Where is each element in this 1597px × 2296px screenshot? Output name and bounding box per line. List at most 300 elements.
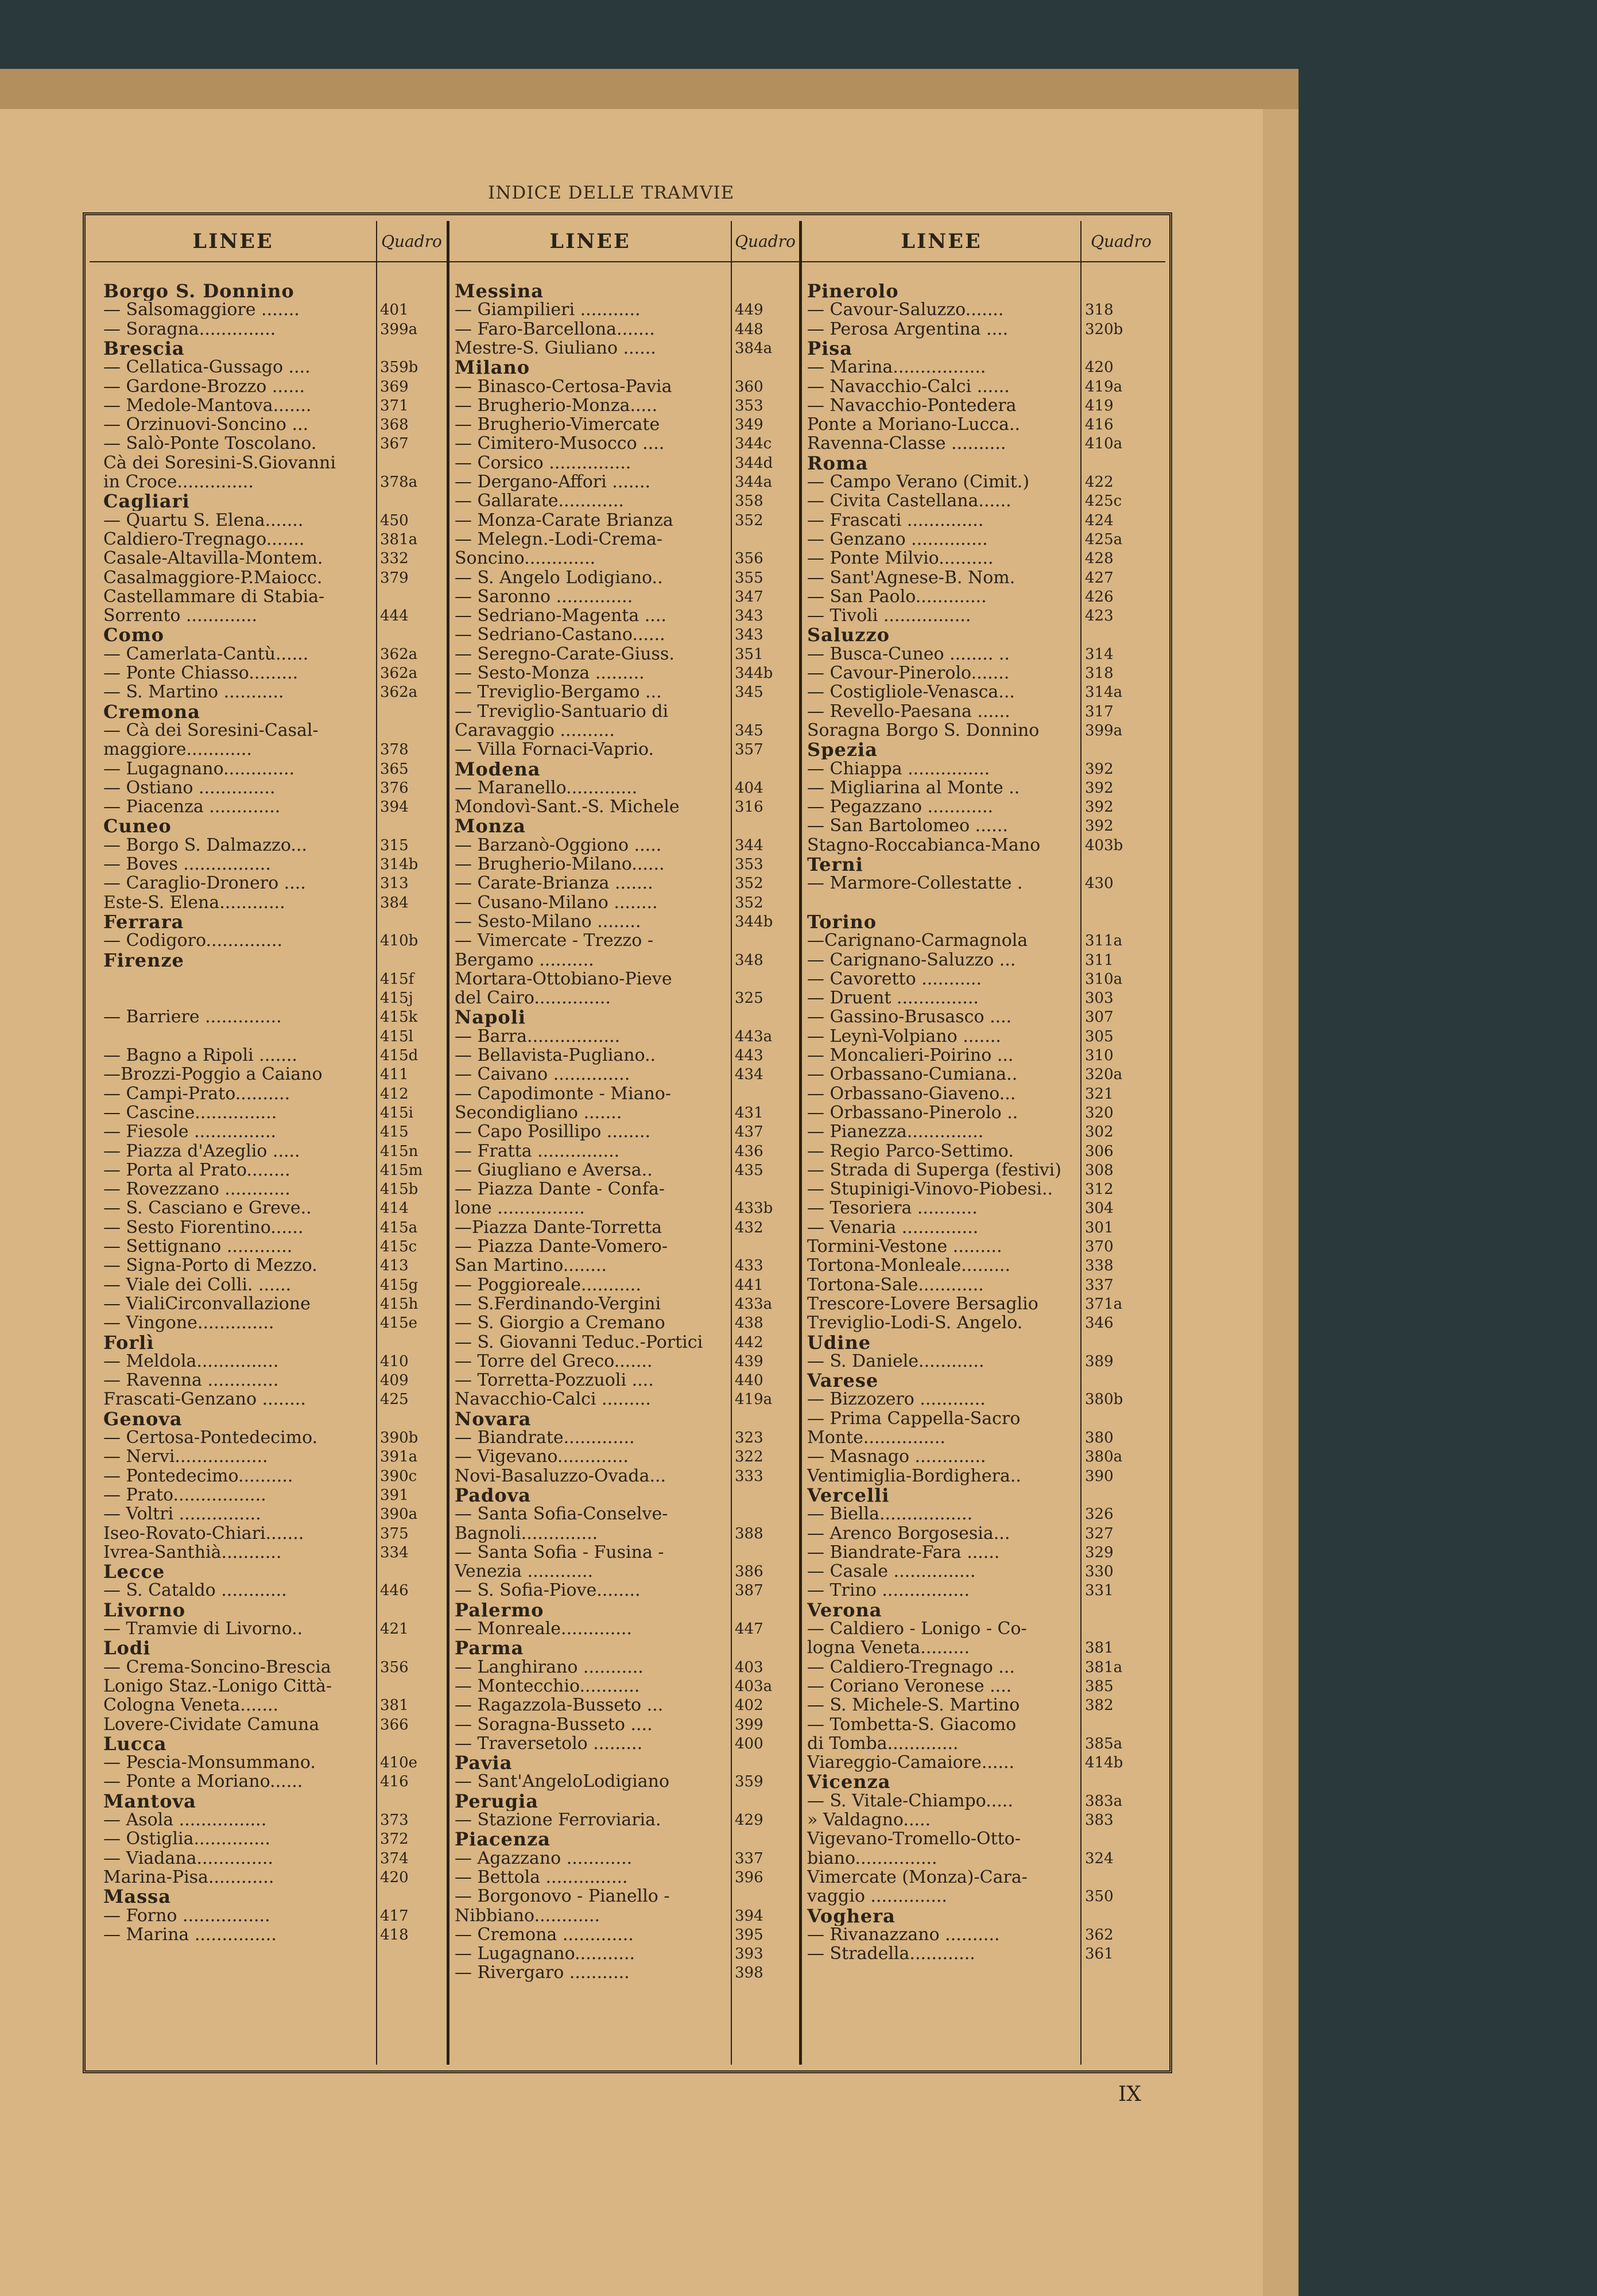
- city-heading: Spezia: [807, 740, 878, 760]
- quadro-number: 412: [380, 1085, 409, 1103]
- line-entry: — Salsomaggiore .......: [103, 300, 300, 320]
- line-entry: — Bellavista-Pugliano..: [455, 1046, 656, 1065]
- quadro-number: 415l: [380, 1027, 413, 1045]
- line-entry: — Genzano ..............: [807, 529, 988, 549]
- header-rule: [90, 261, 1165, 262]
- quadro-number: 420: [1085, 359, 1114, 377]
- line-entry: — S. Cataldo ............: [103, 1581, 287, 1601]
- line-entry: — Casale ...............: [807, 1562, 976, 1582]
- line-entry: — Certosa-Pontedecimo.: [103, 1428, 318, 1448]
- quadro-number: 371: [380, 397, 409, 414]
- line-entry: Casalmaggiore-P.Maiocc.: [103, 568, 323, 588]
- quadro-number: 372: [380, 1830, 409, 1848]
- line-entry: — Sedriano-Magenta ....: [455, 606, 666, 626]
- city-heading: Modena: [455, 759, 541, 779]
- line-entry: — Perosa Argentina ....: [807, 319, 1009, 339]
- quadro-number: 318: [1085, 301, 1114, 319]
- line-entry: — Faro-Barcellona.......: [455, 319, 655, 339]
- quadro-number: 425: [380, 1391, 409, 1409]
- quadro-number: 415i: [380, 1104, 413, 1122]
- line-entry: — Quartu S. Elena.......: [103, 510, 304, 530]
- quadro-number: 312: [1085, 1181, 1114, 1199]
- line-entry: — Langhirano ...........: [455, 1657, 644, 1677]
- line-entry: Castellammare di Stabia-: [103, 587, 325, 607]
- line-entry: — Leynì-Volpiano .......: [807, 1026, 1001, 1046]
- line-entry: biano...............: [807, 1848, 937, 1868]
- line-entry: — Barra.................: [455, 1026, 621, 1046]
- line-entry: logna Veneta.........: [807, 1638, 970, 1658]
- line-entry: — Prima Cappella-Sacro: [807, 1409, 1021, 1429]
- line-entry: Mondovì-Sant.-S. Michele: [455, 797, 680, 817]
- quadro-number: 327: [1085, 1525, 1114, 1542]
- line-entry: Mortara-Ottobiano-Pieve: [455, 969, 672, 989]
- quadro-number: 380a: [1085, 1448, 1123, 1466]
- city-heading: Piacenza: [455, 1829, 551, 1849]
- quadro-number: 415e: [380, 1314, 418, 1332]
- quadro-number: 303: [1085, 990, 1114, 1007]
- quadro-number: 343: [735, 607, 763, 625]
- line-entry: — Stradella............: [807, 1944, 975, 1964]
- city-heading: Vercelli: [807, 1485, 890, 1505]
- line-entry: — S. Sofia-Piove........: [455, 1581, 641, 1601]
- quadro-number: 415: [380, 1123, 409, 1141]
- quadro-number: 324: [1085, 1849, 1114, 1867]
- line-entry: — Gassino-Brusasco ....: [807, 1007, 1012, 1027]
- city-heading: Ferrara: [103, 912, 184, 932]
- line-entry: — Campo Verano (Cimit.): [807, 472, 1030, 492]
- quadro-number: 380b: [1085, 1391, 1123, 1409]
- quadro-number: 414: [380, 1200, 409, 1217]
- line-entry: — Ravenna .............: [103, 1371, 279, 1391]
- line-entry: — Coriano Veronese ....: [807, 1676, 1012, 1696]
- quadro-number: 388: [735, 1525, 763, 1542]
- line-entry: — Carate-Brianza .......: [455, 874, 653, 894]
- quadro-number: 398: [735, 1964, 763, 1982]
- quadro-number: 438: [735, 1314, 763, 1332]
- city-heading: Parma: [455, 1638, 524, 1658]
- quadro-number: 383: [1085, 1812, 1114, 1829]
- quadro-number: 415m: [380, 1161, 423, 1179]
- city-heading: Borgo S. Donnino: [103, 281, 294, 301]
- line-entry: — Vigevano.............: [455, 1447, 629, 1467]
- quadro-number: 380: [1085, 1429, 1114, 1446]
- quadro-number: 383a: [1085, 1792, 1123, 1810]
- page-top-edge: [0, 69, 1298, 109]
- line-entry: — Revello-Paesana ......: [807, 701, 1010, 722]
- quadro-number: 387: [735, 1582, 763, 1600]
- quadro-number: 418: [380, 1926, 409, 1944]
- line-entry: Frascati-Genzano ........: [103, 1390, 306, 1410]
- quadro-number: 337: [1085, 1276, 1114, 1294]
- quadro-number: 427: [1085, 569, 1114, 587]
- line-entry: — Piazza Dante-Vomero-: [455, 1237, 668, 1256]
- quadro-number: 415b: [380, 1181, 418, 1199]
- quadro-number: 415a: [380, 1219, 418, 1236]
- city-heading: Pisa: [807, 338, 852, 358]
- quadro-number: 318: [1085, 665, 1114, 682]
- quadro-number: 430: [1085, 875, 1114, 893]
- line-entry: Viareggio-Camaiore......: [807, 1753, 1015, 1773]
- city-heading: Milano: [455, 358, 530, 378]
- line-entry: » Valdagno.....: [807, 1810, 931, 1830]
- quadro-number: 382: [1085, 1697, 1114, 1715]
- quadro-number: 391: [380, 1486, 409, 1504]
- line-entry: — Strada di Superga (festivi): [807, 1160, 1061, 1180]
- line-entry: — Cellatica-Gussago ....: [103, 358, 311, 378]
- line-entry: — Barriere ..............: [103, 1007, 282, 1027]
- line-entry: — Druent ...............: [807, 988, 979, 1009]
- quadro-number: 448: [735, 320, 763, 338]
- quadro-number: 433: [735, 1257, 763, 1275]
- city-heading: Mantova: [103, 1791, 196, 1811]
- line-entry: — Sant'Agnese-B. Nom.: [807, 568, 1015, 588]
- line-entry: — Treviglio-Santuario di: [455, 701, 669, 722]
- line-entry: — Signa-Porto di Mezzo.: [103, 1256, 317, 1276]
- city-heading: Perugia: [455, 1791, 538, 1811]
- quadro-number: 344b: [735, 665, 773, 682]
- line-entry: — Forno ................: [103, 1906, 270, 1926]
- quadro-number: 310a: [1085, 970, 1123, 988]
- quadro-number: 321: [1085, 1085, 1114, 1103]
- quadro-number: 337: [735, 1849, 763, 1867]
- line-entry: — Santa Sofia-Conselve-: [455, 1504, 668, 1525]
- city-heading: Torino: [807, 912, 877, 932]
- quadro-number: 399: [735, 1716, 763, 1733]
- quadro-number: 395: [735, 1926, 763, 1944]
- quadro-number: 344a: [735, 474, 773, 491]
- line-entry: Trescore-Lovere Bersaglio: [807, 1294, 1038, 1314]
- quadro-number: 344b: [735, 913, 773, 930]
- line-entry: — Piazza d'Azeglio .....: [103, 1141, 300, 1161]
- line-entry: Tormini-Vestone .........: [807, 1237, 1002, 1256]
- quadro-number: 325: [735, 990, 763, 1007]
- line-entry: — Dergano-Affori .......: [455, 472, 651, 492]
- line-entry: — Orbassano-Giaveno...: [807, 1084, 1016, 1104]
- line-entry: — Crema-Soncino-Brescia: [103, 1657, 331, 1677]
- line-entry: — Stupinigi-Vinovo-Piobesi..: [807, 1180, 1053, 1200]
- line-entry: — S. Giovanni Teduc.-Portici: [455, 1332, 703, 1352]
- quadro-number: 362a: [380, 645, 418, 663]
- quadro-number: 308: [1085, 1161, 1114, 1179]
- quadro-number: 415h: [380, 1295, 418, 1313]
- line-entry: Iseo-Rovato-Chiari.......: [103, 1523, 304, 1543]
- line-entry: — Pegazzano ............: [807, 797, 994, 817]
- line-entry: — Costigliole-Venasca...: [807, 682, 1015, 703]
- quadro-number: 425c: [1085, 492, 1122, 510]
- quadro-number: 440: [735, 1372, 763, 1390]
- quadro-number: 323: [735, 1429, 763, 1446]
- line-entry: — Meldola...............: [103, 1351, 279, 1371]
- line-entry: — Melegn.-Lodi-Crema-: [455, 529, 662, 549]
- quadro-number: 351: [735, 645, 763, 663]
- line-entry: — Civita Castellana......: [807, 491, 1011, 511]
- line-entry: Sorrento .............: [103, 606, 257, 626]
- quadro-number: 370: [1085, 1238, 1114, 1255]
- quadro-number: 311a: [1085, 932, 1123, 950]
- quadro-number: 394: [380, 798, 409, 816]
- line-entry: Venezia ............: [455, 1562, 593, 1582]
- quadro-number: 344: [735, 836, 763, 854]
- line-entry: — Nervi.................: [103, 1447, 268, 1467]
- city-heading: Lecce: [103, 1562, 165, 1582]
- line-entry: — Sedriano-Castano......: [455, 625, 665, 645]
- quadro-number: 314: [1085, 645, 1114, 663]
- line-entry: — Tivoli ................: [807, 606, 971, 626]
- quadro-number: 421: [380, 1620, 409, 1638]
- line-entry: —Brozzi-Poggio a Caiano: [103, 1065, 323, 1085]
- line-entry: — Caivano ..............: [455, 1065, 630, 1085]
- line-entry: Bergamo ..........: [455, 950, 594, 970]
- line-entry: — Sesto-Monza .........: [455, 664, 645, 683]
- line-entry: — Arenco Borgosesia...: [807, 1523, 1010, 1543]
- city-heading: Cuneo: [103, 816, 172, 836]
- line-entry: — Migliarina al Monte ..: [807, 778, 1020, 798]
- line-entry: — Codigoro..............: [103, 931, 282, 951]
- quadro-number: 358: [735, 492, 763, 510]
- line-entry: — Medole-Mantova.......: [103, 395, 312, 416]
- line-entry: Este-S. Elena............: [103, 893, 285, 913]
- line-entry: — Brugherio-Monza.....: [455, 395, 658, 416]
- quadro-number: 390c: [380, 1467, 417, 1485]
- quadro-number: 433a: [735, 1295, 773, 1313]
- quadro-number: 443: [735, 1047, 763, 1064]
- line-entry: — S.Ferdinando-Vergini: [455, 1294, 661, 1314]
- quadro-number: 391a: [380, 1448, 418, 1466]
- line-entry: — Sesto-Milano ........: [455, 912, 641, 932]
- quadro-number: 422: [1085, 474, 1114, 491]
- line-entry: — Fiesole ...............: [103, 1122, 277, 1142]
- line-entry: — Boves ................: [103, 855, 271, 874]
- quadro-number: 344c: [735, 435, 772, 453]
- line-entry: — Campi-Prato..........: [103, 1084, 290, 1104]
- quadro-number: 306: [1085, 1142, 1114, 1160]
- line-entry: — Capo Posillipo ........: [455, 1122, 651, 1142]
- line-entry: — Lugagnano.............: [103, 759, 295, 779]
- quadro-number: 381a: [380, 530, 418, 548]
- line-entry: — Lugagnano...........: [455, 1944, 635, 1964]
- quadro-number: 446: [380, 1582, 409, 1600]
- line-entry: — Bagno a Ripoli .......: [103, 1046, 297, 1065]
- line-entry: — Cascine...............: [103, 1103, 277, 1123]
- line-entry: — Prato.................: [103, 1485, 266, 1505]
- line-entry: — Porta al Prato........: [103, 1160, 290, 1180]
- quadro-number: 426: [1085, 588, 1114, 606]
- quadro-number: 349: [735, 416, 763, 434]
- quadro-number: 305: [1085, 1027, 1114, 1045]
- quadro-number: 403b: [1085, 836, 1123, 854]
- line-entry: — Soragna-Busseto ....: [455, 1715, 653, 1735]
- quadro-number: 301: [1085, 1219, 1114, 1236]
- quadro-number: 390: [1085, 1467, 1114, 1485]
- line-entry: — Soragna..............: [103, 319, 276, 339]
- quadro-number: 352: [735, 875, 763, 893]
- line-entry: — Frascati ..............: [807, 510, 984, 530]
- line-entry: Ventimiglia-Bordighera..: [807, 1466, 1021, 1486]
- line-entry: — Sant'AngeloLodigiano: [455, 1772, 670, 1792]
- line-entry: — Venaria ..............: [807, 1217, 979, 1238]
- quadro-number: 400: [735, 1735, 763, 1752]
- quadro-number: 338: [1085, 1257, 1114, 1275]
- quadro-number: 320: [1085, 1104, 1114, 1122]
- line-entry: — Ponte Chiasso.........: [103, 664, 299, 683]
- quadro-number: 348: [735, 951, 763, 969]
- line-entry: Monte...............: [807, 1428, 945, 1448]
- quadro-number: 369: [380, 378, 409, 395]
- line-entry: — Viadana..............: [103, 1848, 273, 1868]
- quadro-number: 379: [380, 569, 409, 587]
- line-entry: — Capodimonte - Miano-: [455, 1084, 672, 1104]
- quadro-number: 390a: [380, 1506, 418, 1523]
- line-entry: — Rivanazzano ..........: [807, 1925, 1000, 1945]
- quadro-number: 401: [380, 301, 409, 319]
- quadro-number: 425a: [1085, 530, 1123, 548]
- quadro-number: 378a: [380, 474, 418, 491]
- quadro-number: 353: [735, 397, 763, 414]
- quadro-number: 313: [380, 875, 409, 893]
- quadro-number: 381: [380, 1697, 409, 1715]
- line-entry: — Binasco-Certosa-Pavia: [455, 377, 672, 397]
- line-entry: — Saronno ..............: [455, 587, 633, 607]
- quadro-number: 361: [1085, 1945, 1114, 1963]
- quadro-number: 415j: [380, 990, 413, 1007]
- quadro-number: 371a: [1085, 1295, 1123, 1313]
- city-heading: Napoli: [455, 1007, 526, 1027]
- quadro-number: 307: [1085, 1009, 1114, 1026]
- line-entry: Ravenna-Classe ..........: [807, 434, 1006, 454]
- quadro-number: 424: [1085, 511, 1114, 529]
- line-entry: — Cavoretto ...........: [807, 969, 982, 989]
- quadro-number: 410: [380, 1352, 409, 1370]
- quadro-number: 381: [1085, 1639, 1114, 1657]
- quadro-number: 402: [735, 1697, 763, 1715]
- quadro-number: 410e: [380, 1754, 418, 1772]
- quadro-number: 399a: [380, 320, 418, 338]
- line-entry: — Tramvie di Livorno..: [103, 1619, 303, 1639]
- line-entry: — Piazza Dante - Confa-: [455, 1180, 665, 1200]
- quadro-number: 415c: [380, 1238, 417, 1255]
- line-entry: — Navacchio-Calci ......: [807, 377, 1010, 397]
- quadro-number: 334: [380, 1543, 409, 1561]
- quadro-number: 353: [735, 856, 763, 873]
- line-entry: Soragna Borgo S. Donnino: [807, 720, 1040, 740]
- line-entry: — Ragazzola-Busseto ...: [455, 1696, 664, 1716]
- line-entry: — Cusano-Milano ........: [455, 893, 658, 913]
- quadro-number: 416: [1085, 416, 1114, 434]
- line-entry: Secondigliano .......: [455, 1103, 622, 1123]
- city-heading: Verona: [807, 1600, 882, 1620]
- line-entry: — Fratta ...............: [455, 1141, 620, 1161]
- city-heading: Roma: [807, 453, 869, 473]
- quadro-number: 366: [380, 1716, 409, 1733]
- line-entry: — Torretta-Pozzuoli ....: [455, 1371, 654, 1391]
- quadro-number: 376: [380, 779, 409, 797]
- line-entry: — San Bartolomeo ......: [807, 816, 1008, 836]
- line-entry: — Regio Parco-Settimo.: [807, 1141, 1014, 1161]
- quadro-number: 444: [380, 607, 409, 625]
- divider: [1080, 221, 1082, 2065]
- line-entry: Caravaggio ..........: [455, 720, 615, 740]
- line-entry: — Marina.................: [807, 358, 986, 378]
- col-header-lines-1: LINEE: [192, 230, 274, 253]
- line-entry: — Cremona .............: [455, 1925, 634, 1945]
- quadro-number: 403: [735, 1658, 763, 1676]
- line-entry: — VialiCirconvallazione: [103, 1294, 311, 1314]
- quadro-number: 317: [1085, 703, 1114, 720]
- quadro-number: 320a: [1085, 1066, 1123, 1084]
- quadro-number: 345: [735, 684, 763, 701]
- line-entry: — Marmore-Collestatte .: [807, 874, 1023, 894]
- city-heading: Pinerolo: [807, 281, 899, 301]
- line-entry: — Piacenza .............: [103, 797, 281, 817]
- line-entry: — Poggioreale...........: [455, 1275, 641, 1295]
- line-entry: — Tesoriera ...........: [807, 1199, 978, 1219]
- page-number: IX: [1118, 2082, 1141, 2106]
- line-entry: — Montecchio...........: [455, 1676, 640, 1696]
- quadro-number: 302: [1085, 1123, 1114, 1141]
- quadro-number: 392: [1085, 798, 1114, 816]
- quadro-number: 355: [735, 569, 763, 587]
- quadro-number: 326: [1085, 1506, 1114, 1523]
- quadro-number: 449: [735, 301, 763, 319]
- line-entry: — Salò-Ponte Toscolano.: [103, 434, 317, 454]
- city-heading: Brescia: [103, 338, 185, 358]
- quadro-number: 311: [1085, 951, 1114, 969]
- quadro-number: 374: [380, 1849, 409, 1867]
- city-heading: Lucca: [103, 1733, 167, 1754]
- city-heading: Padova: [455, 1485, 531, 1505]
- city-heading: Varese: [807, 1371, 879, 1391]
- quadro-number: 437: [735, 1123, 763, 1141]
- col-header-lines-2: LINEE: [549, 230, 631, 253]
- line-entry: — Tombetta-S. Giacomo: [807, 1715, 1017, 1735]
- quadro-number: 419a: [735, 1391, 773, 1409]
- line-entry: Mestre-S. Giuliano ......: [455, 338, 656, 358]
- quadro-number: 331: [1085, 1582, 1114, 1600]
- line-entry: — Pontedecimo..........: [103, 1466, 293, 1486]
- quadro-number: 443a: [735, 1027, 773, 1045]
- line-entry: Soncino.............: [455, 549, 596, 569]
- quadro-number: 346: [1085, 1314, 1114, 1332]
- line-entry: — Agazzano ............: [455, 1848, 633, 1868]
- line-entry: Stagno-Roccabianca-Mano: [807, 835, 1041, 855]
- city-heading: Novara: [455, 1409, 532, 1429]
- quadro-number: 386: [735, 1563, 763, 1581]
- city-heading: Firenze: [103, 950, 184, 970]
- line-entry: — Seregno-Carate-Giuss.: [455, 644, 675, 664]
- line-entry: — S. Martino ...........: [103, 682, 284, 703]
- quadro-number: 362: [1085, 1926, 1114, 1944]
- line-entry: — San Paolo.............: [807, 587, 987, 607]
- quadro-number: 415f: [380, 970, 414, 988]
- quadro-number: 359: [735, 1773, 763, 1791]
- line-entry: — Asola ................: [103, 1810, 267, 1830]
- quadro-number: 417: [380, 1907, 409, 1925]
- line-entry: lone ................: [455, 1199, 585, 1219]
- line-entry: — Traversetolo .........: [455, 1733, 643, 1754]
- city-heading: Forlì: [103, 1332, 154, 1352]
- city-heading: Genova: [103, 1409, 183, 1429]
- quadro-number: 392: [1085, 817, 1114, 835]
- line-entry: — Santa Sofia - Fusina -: [455, 1542, 664, 1562]
- line-entry: — Sesto Fiorentino......: [103, 1217, 304, 1238]
- line-entry: — S. Vitale-Chiampo.....: [807, 1791, 1013, 1811]
- col-header-quadro-1: Quadro: [381, 232, 442, 251]
- quadro-number: 393: [735, 1945, 763, 1963]
- city-heading: Monza: [455, 816, 526, 836]
- col-header-lines-3: LINEE: [901, 230, 982, 253]
- quadro-number: 392: [1085, 760, 1114, 778]
- page-header: INDICE DELLE TRAMVIE: [488, 183, 735, 203]
